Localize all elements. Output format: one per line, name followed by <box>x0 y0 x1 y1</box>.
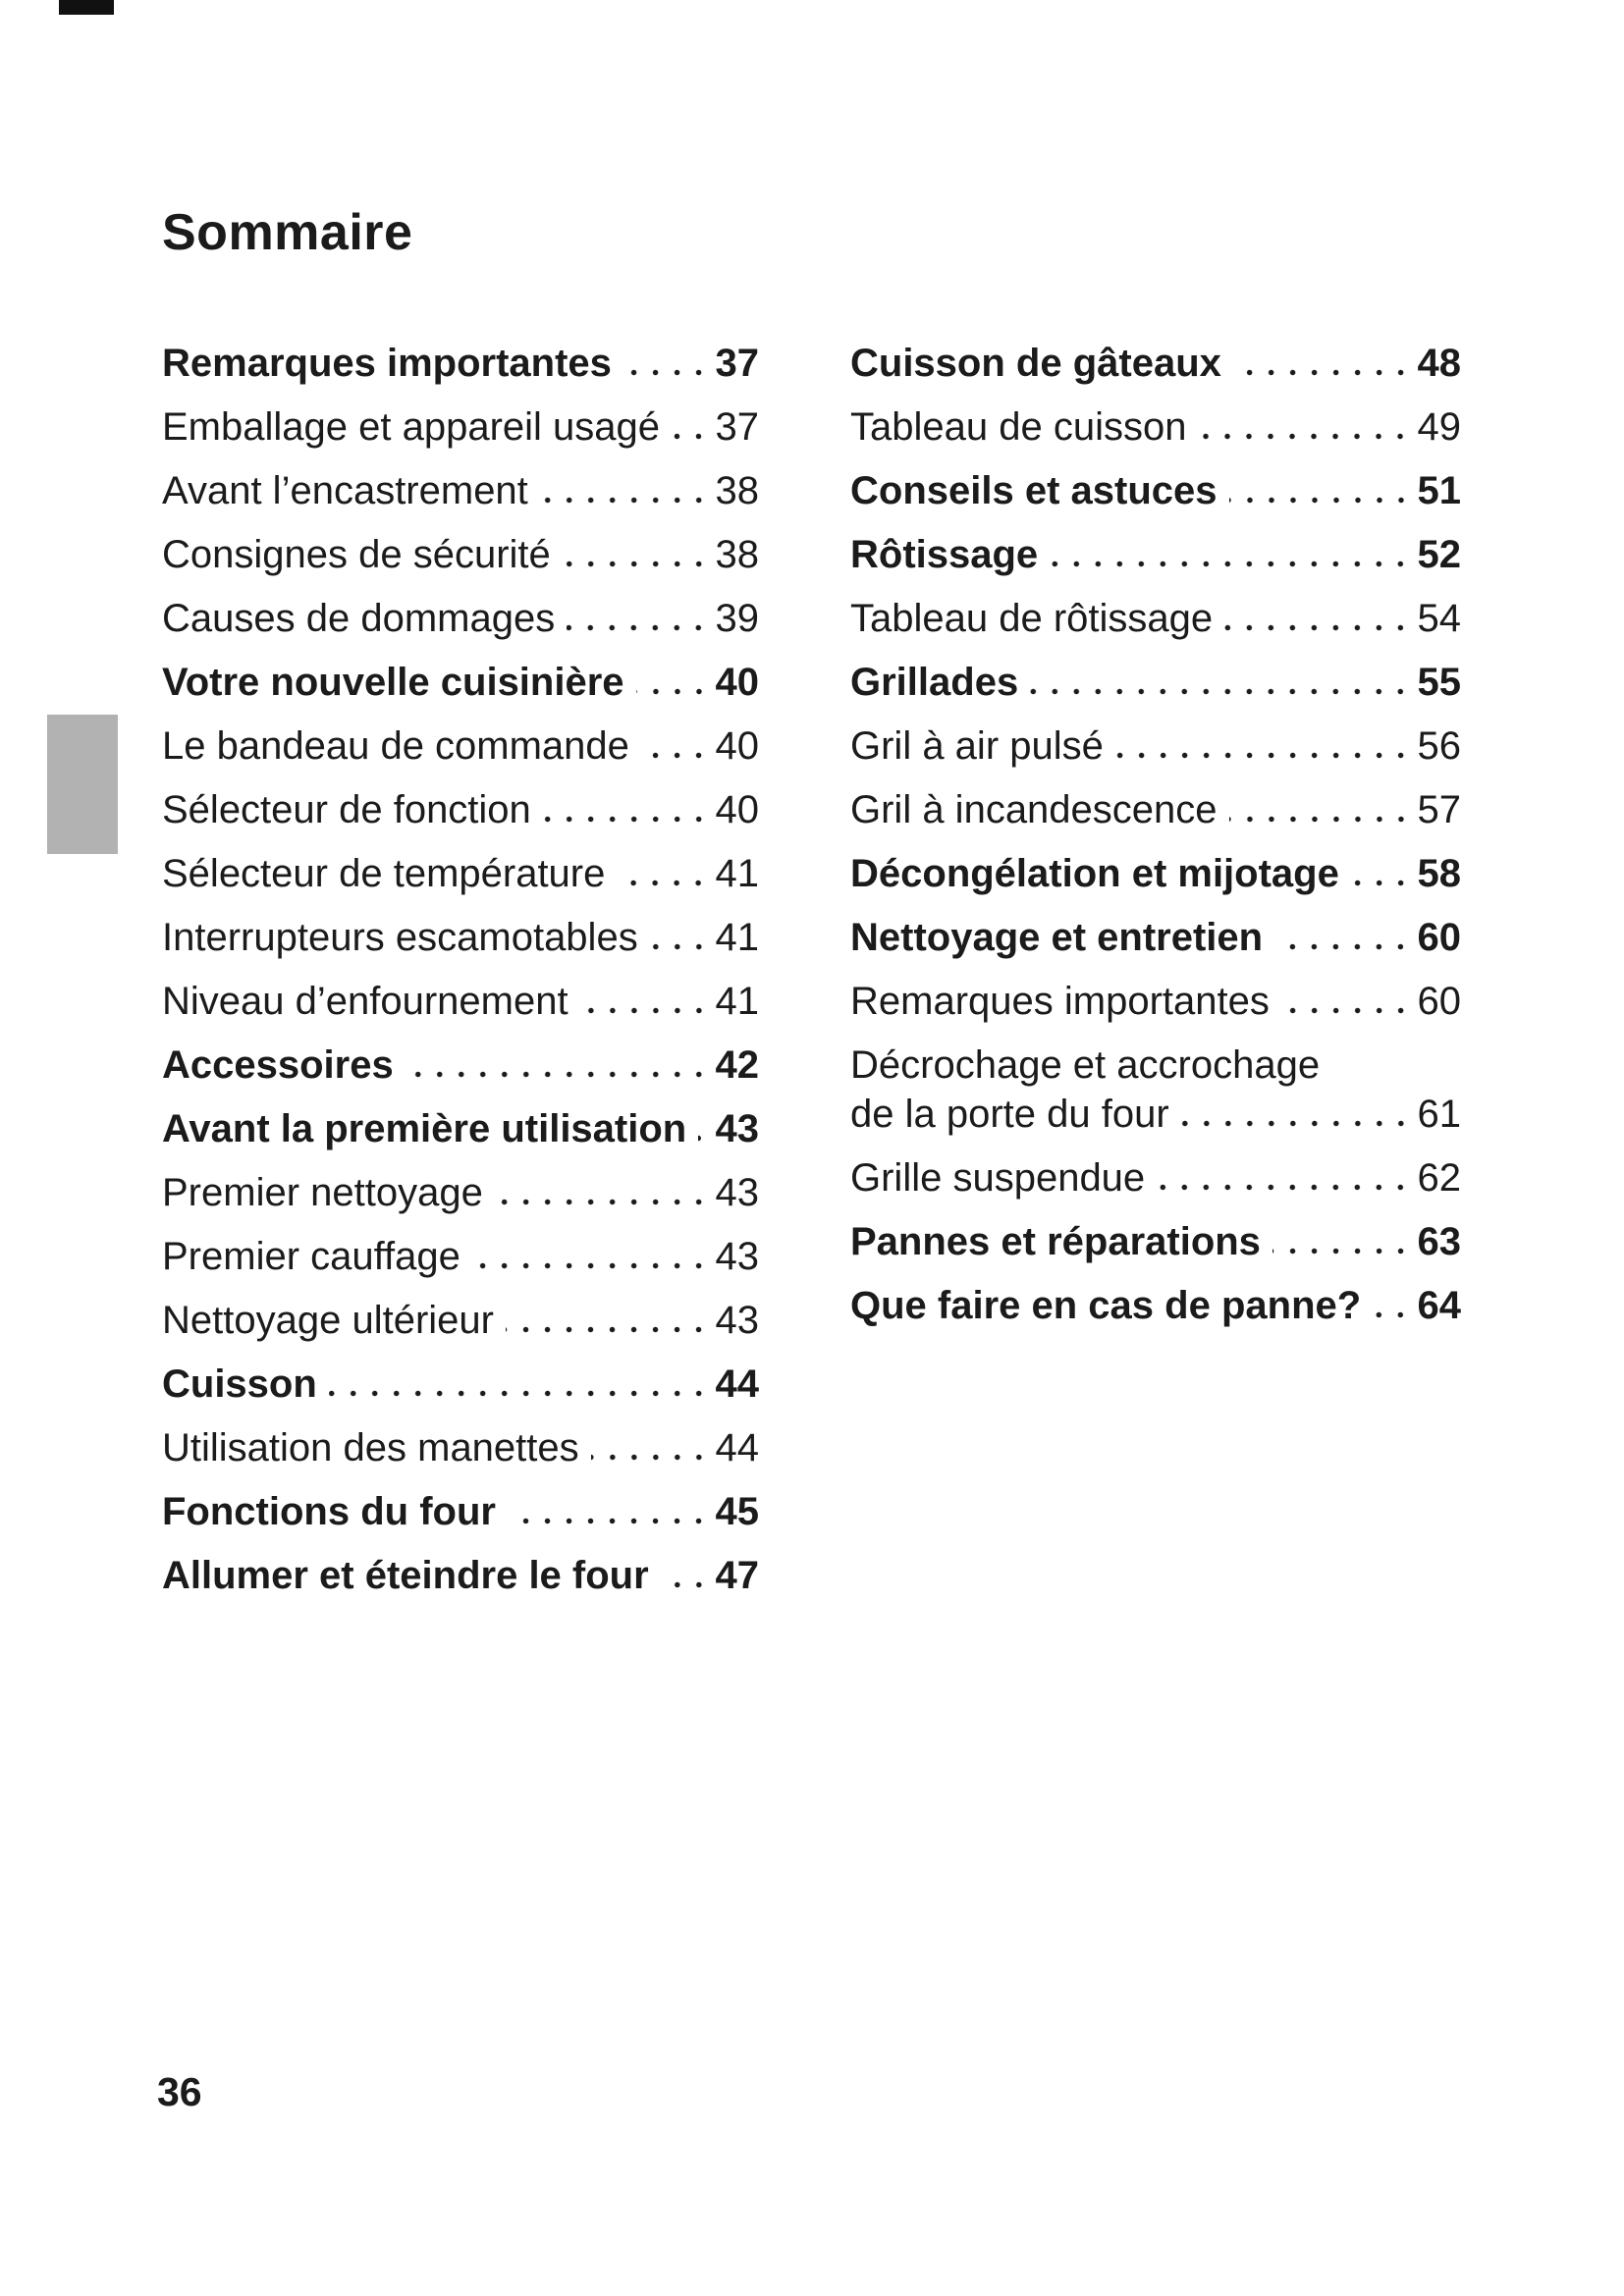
toc-entry-label: Interrupteurs escamotables <box>162 916 638 959</box>
toc-entry-label: Le bandeau de commande <box>162 724 629 768</box>
dot-leader <box>543 790 710 829</box>
toc-entry <box>850 1286 1461 1325</box>
toc-entry <box>850 407 1461 447</box>
toc-entry-page: 61 <box>1417 1093 1461 1136</box>
toc-entry <box>850 726 1461 766</box>
toc-entry <box>162 726 759 766</box>
toc-entry-label: Emballage et appareil usagé <box>162 405 661 449</box>
dot-leader <box>1229 471 1412 510</box>
toc-entry-page: 57 <box>1417 788 1461 831</box>
dot-leader <box>1030 663 1411 702</box>
dot-leader <box>641 726 710 766</box>
toc-entry-page: 49 <box>1417 405 1461 449</box>
toc-entry-page: 44 <box>715 1426 759 1469</box>
toc-entry-label: Remarques importantes <box>162 342 612 385</box>
toc-entry-page: 62 <box>1417 1156 1461 1200</box>
toc-entry-page: 64 <box>1417 1284 1461 1327</box>
toc-entry <box>850 1158 1461 1198</box>
toc-entry-label: Causes de dommages <box>162 597 556 640</box>
toc-entry-label: Premier nettoyage <box>162 1171 483 1214</box>
dot-leader <box>636 663 710 702</box>
page-title: Sommaire <box>162 204 413 261</box>
dot-leader <box>329 1364 710 1404</box>
toc-entry-label: Gril à incandescence <box>850 788 1218 831</box>
toc-entry-page: 40 <box>715 661 759 704</box>
dot-leader <box>1233 344 1412 383</box>
toc-entry-page: 60 <box>1417 980 1461 1023</box>
dot-leader <box>1050 535 1411 574</box>
toc-entry-page: 63 <box>1417 1220 1461 1263</box>
toc-entry <box>850 1222 1461 1261</box>
dot-leader <box>1281 982 1412 1021</box>
dot-leader <box>472 1237 710 1276</box>
dot-leader <box>617 854 709 893</box>
toc-entry <box>850 1095 1461 1134</box>
dot-leader <box>661 1556 710 1595</box>
toc-entry-label: Fonctions du four <box>162 1490 496 1533</box>
dot-leader <box>1351 854 1412 893</box>
toc-entry-page: 58 <box>1417 852 1461 895</box>
toc-entry <box>162 1428 759 1468</box>
toc-entry-label: Niveau d’enfournement <box>162 980 568 1023</box>
toc-entry <box>850 599 1461 638</box>
toc-entry-page: 41 <box>715 916 759 959</box>
toc-entry <box>162 1364 759 1404</box>
dot-leader <box>567 599 709 638</box>
toc-entry-label: Décongélation et mijotage <box>850 852 1339 895</box>
toc-entry <box>162 1173 759 1212</box>
dot-leader <box>506 1301 710 1340</box>
toc-entry-label: de la porte du four <box>850 1093 1169 1136</box>
toc-entry-label: Gril à air pulsé <box>850 724 1104 768</box>
toc-entry-page: 48 <box>1417 342 1461 385</box>
toc-entry-page: 44 <box>715 1362 759 1406</box>
toc-entry-page: 43 <box>715 1171 759 1214</box>
toc-entry-page: 41 <box>715 980 759 1023</box>
toc-entry <box>162 854 759 893</box>
toc-entry-page: 38 <box>715 533 759 576</box>
toc-entry <box>850 918 1461 957</box>
dot-leader <box>540 471 710 510</box>
toc-entry <box>162 1237 759 1276</box>
toc-entry <box>162 1109 759 1148</box>
toc-entry-label: Que faire en cas de panne? <box>850 1284 1362 1327</box>
toc-entry <box>162 1556 759 1595</box>
toc-entry-label: Remarques importantes <box>850 980 1270 1023</box>
toc-entry-page: 43 <box>715 1235 759 1278</box>
dot-leader <box>580 982 710 1021</box>
toc-entry-label: Grillades <box>850 661 1019 704</box>
dot-leader <box>1157 1158 1411 1198</box>
toc-entry <box>162 471 759 510</box>
dot-leader <box>1373 1286 1411 1325</box>
page-number: 36 <box>157 2069 202 2114</box>
toc-entry <box>162 1045 759 1085</box>
toc-entry-page: 60 <box>1417 916 1461 959</box>
dot-leader <box>1272 1222 1412 1261</box>
toc-entry-label: Cuisson <box>162 1362 317 1406</box>
toc-entry-page: 55 <box>1417 661 1461 704</box>
toc-entry-label: Allumer et éteindre le four <box>162 1554 649 1597</box>
toc-entry-label: Tableau de rôtissage <box>850 597 1214 640</box>
toc-entry-page: 40 <box>715 724 759 768</box>
toc-entry <box>850 982 1461 1021</box>
toc-entry-label: Sélecteur de fonction <box>162 788 531 831</box>
toc-entry-page: 43 <box>715 1107 759 1150</box>
toc-entry-label: Premier cauffage <box>162 1235 460 1278</box>
toc-entry-label: Utilisation des manettes <box>162 1426 579 1469</box>
toc-entry-label: Pannes et réparations <box>850 1220 1261 1263</box>
section-tab-marker <box>47 715 118 854</box>
dot-leader <box>1115 726 1412 766</box>
toc-entry <box>162 599 759 638</box>
toc-entry-page: 42 <box>715 1043 759 1087</box>
dot-leader <box>1274 918 1411 957</box>
toc-entry-label: Avant la première utilisation <box>162 1107 687 1150</box>
dot-leader <box>672 407 709 447</box>
toc-entry-page: 37 <box>715 405 759 449</box>
toc-column-right <box>850 344 1461 1350</box>
toc-entry-label: Accessoires <box>162 1043 394 1087</box>
dot-leader <box>623 344 710 383</box>
toc-column-left <box>162 344 759 1620</box>
toc-entry-label: Conseils et astuces <box>850 469 1218 512</box>
toc-entry <box>162 663 759 702</box>
toc-entry-page: 47 <box>715 1554 759 1597</box>
toc-entry-label: Grille suspendue <box>850 1156 1146 1200</box>
dot-leader <box>1181 1095 1412 1134</box>
toc-entry-page: 39 <box>715 597 759 640</box>
toc-entry-label: Rôtissage <box>850 533 1039 576</box>
dot-leader <box>1224 599 1411 638</box>
toc-entry-page: 43 <box>715 1299 759 1342</box>
toc-entry <box>850 471 1461 510</box>
toc-entry-label: Nettoyage ultérieur <box>162 1299 494 1342</box>
dot-leader <box>1198 407 1411 447</box>
dot-leader <box>406 1045 710 1085</box>
toc-entry-page: 56 <box>1417 724 1461 768</box>
toc-entry-page: 52 <box>1417 533 1461 576</box>
toc-entry-label: Décrochage et accrochage <box>850 1043 1321 1087</box>
toc-entry <box>850 344 1461 383</box>
toc-entry-label: Cuisson de gâteaux <box>850 342 1221 385</box>
toc-entry-label: Avant l’encastrement <box>162 469 528 512</box>
dot-leader <box>563 535 710 574</box>
dot-leader <box>698 1109 709 1148</box>
toc-entry-page: 54 <box>1417 597 1461 640</box>
dot-leader <box>650 918 710 957</box>
toc-entry <box>850 535 1461 574</box>
dot-leader <box>1229 790 1412 829</box>
toc-entry-label: Consignes de sécurité <box>162 533 551 576</box>
toc-entry <box>850 790 1461 829</box>
toc-entry-page: 45 <box>715 1490 759 1533</box>
toc-entry-label: Tableau de cuisson <box>850 405 1187 449</box>
toc-entry <box>162 1301 759 1340</box>
toc-entry <box>162 982 759 1021</box>
print-registration-mark <box>59 0 114 15</box>
toc-entry <box>162 918 759 957</box>
toc-entry-page: 38 <box>715 469 759 512</box>
toc-entry <box>162 790 759 829</box>
toc-entry <box>850 1045 1461 1085</box>
toc-entry <box>162 1492 759 1531</box>
toc-entry-label: Votre nouvelle cuisinière <box>162 661 624 704</box>
dot-leader <box>495 1173 710 1212</box>
toc-entry <box>162 535 759 574</box>
toc-entry <box>162 344 759 383</box>
dot-leader <box>508 1492 710 1531</box>
toc-entry-page: 41 <box>715 852 759 895</box>
toc-entry-label: Sélecteur de température <box>162 852 606 895</box>
toc-entry <box>850 854 1461 893</box>
dot-leader <box>591 1428 710 1468</box>
toc-entry <box>162 407 759 447</box>
toc-entry <box>850 663 1461 702</box>
toc-entry-page: 40 <box>715 788 759 831</box>
toc-entry-label: Nettoyage et entretien <box>850 916 1264 959</box>
toc-entry-page: 51 <box>1417 469 1461 512</box>
toc-entry-page: 37 <box>715 342 759 385</box>
